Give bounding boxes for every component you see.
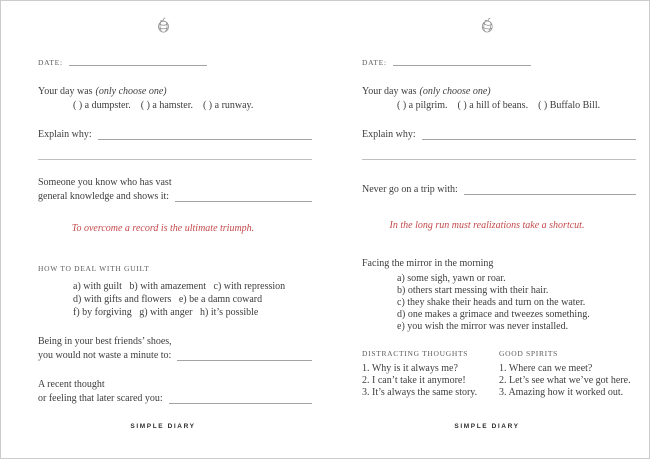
mirror-options bbox=[362, 273, 636, 333]
thought-line1: A recent thought bbox=[38, 379, 105, 390]
day-note: (only choose one) bbox=[419, 86, 491, 97]
shoes-prompt bbox=[38, 335, 312, 363]
day-prompt: Your day was bbox=[38, 86, 93, 97]
right-page-emblem bbox=[325, 17, 649, 38]
list-item: 3. Amazing how it worked out. bbox=[499, 387, 624, 398]
vast-write-line bbox=[175, 201, 312, 202]
list-item: 3. It’s always the same story. bbox=[362, 387, 478, 398]
distracting-thoughts-heading: DISTRACTING THOUGHTS bbox=[362, 349, 469, 358]
day-options: ( ) a dumpster. ( ) a hamster. ( ) a runway. bbox=[73, 100, 254, 111]
vast-line1: Someone you know who has vast bbox=[38, 177, 172, 188]
date-write-line bbox=[69, 65, 207, 66]
vast-knowledge-prompt bbox=[38, 176, 312, 204]
explain-write-line bbox=[422, 139, 636, 140]
date-field bbox=[38, 58, 312, 68]
date-label: DATE: bbox=[38, 58, 63, 67]
ruled-line bbox=[362, 159, 636, 160]
mood-columns bbox=[362, 349, 636, 399]
shoes-line1: Being in your best friends’ shoes, bbox=[38, 336, 172, 347]
date-field bbox=[362, 58, 636, 68]
page-footer: SIMPLE DIARY bbox=[454, 423, 520, 430]
mirror-section bbox=[362, 258, 636, 333]
date-label: DATE: bbox=[362, 58, 387, 67]
page-footer: SIMPLE DIARY bbox=[130, 423, 196, 430]
guilt-option-line: f) by forgiving g) with anger h) it’s possible bbox=[73, 307, 259, 318]
mirror-heading: Facing the mirror in the morning bbox=[362, 258, 494, 269]
distracting-thoughts-column bbox=[362, 349, 499, 399]
right-page bbox=[325, 1, 649, 458]
shoes-write-line bbox=[177, 360, 312, 361]
guilt-option-line: a) with guilt b) with amazement c) with repression bbox=[73, 281, 286, 292]
trip-label: Never go on a trip with: bbox=[362, 184, 458, 195]
mirror-option-line: d) one makes a grimace and tweezes something. bbox=[397, 309, 590, 320]
mirror-option-line: e) you wish the mirror was never installed. bbox=[397, 321, 569, 332]
thought-line2: or feeling that later scared you: bbox=[38, 393, 163, 404]
thought-write-line bbox=[169, 403, 312, 404]
list-item: 2. I can’t take it anymore! bbox=[362, 375, 466, 386]
explain-write-line bbox=[98, 139, 312, 140]
guilt-heading: HOW TO DEAL WITH GUILT bbox=[38, 264, 150, 273]
trip-write-line bbox=[464, 194, 636, 195]
guilt-option-line: d) with gifts and flowers e) be a damn coward bbox=[73, 294, 263, 305]
thought-prompt bbox=[38, 378, 312, 406]
day-question bbox=[38, 85, 312, 113]
good-spirits-heading: GOOD SPIRITS bbox=[499, 349, 559, 358]
mirror-option-line: b) others start messing with their hair. bbox=[397, 285, 549, 296]
strawberry-icon bbox=[157, 17, 170, 33]
good-spirits-column bbox=[499, 349, 636, 399]
mirror-option-line: c) they shake their heads and turn on the water. bbox=[397, 297, 586, 308]
trip-field bbox=[362, 183, 636, 197]
day-prompt-line bbox=[38, 85, 312, 99]
day-prompt-line bbox=[362, 85, 636, 99]
list-item: 2. Let’s see what we’ve got here. bbox=[499, 375, 631, 386]
explain-label: Explain why: bbox=[38, 129, 92, 140]
day-options: ( ) a pilgrim. ( ) a hill of beans. ( ) Buffalo Bill. bbox=[397, 100, 601, 111]
vast-line2: general knowledge and shows it: bbox=[38, 191, 170, 202]
left-page-emblem bbox=[1, 17, 325, 38]
page-quote: In the long run must realizations take a shortcut. bbox=[389, 220, 585, 231]
explain-field bbox=[38, 128, 312, 142]
explain-label: Explain why: bbox=[362, 129, 416, 140]
ruled-line bbox=[38, 159, 312, 160]
day-question bbox=[362, 85, 636, 113]
page-quote: To overcome a record is the ultimate triumph. bbox=[71, 223, 255, 234]
guilt-options bbox=[38, 280, 312, 319]
shoes-line2: you would not waste a minute to: bbox=[38, 350, 172, 361]
mirror-option-line: a) some sigh, yawn or roar. bbox=[397, 273, 506, 284]
date-write-line bbox=[393, 65, 531, 66]
strawberry-icon bbox=[479, 16, 494, 34]
left-page bbox=[1, 1, 325, 458]
day-prompt: Your day was bbox=[362, 86, 417, 97]
explain-field bbox=[362, 128, 636, 142]
list-item: 1. Where can we meet? bbox=[499, 363, 593, 374]
list-item: 1. Why is it always me? bbox=[362, 363, 458, 374]
day-note: (only choose one) bbox=[95, 86, 167, 97]
